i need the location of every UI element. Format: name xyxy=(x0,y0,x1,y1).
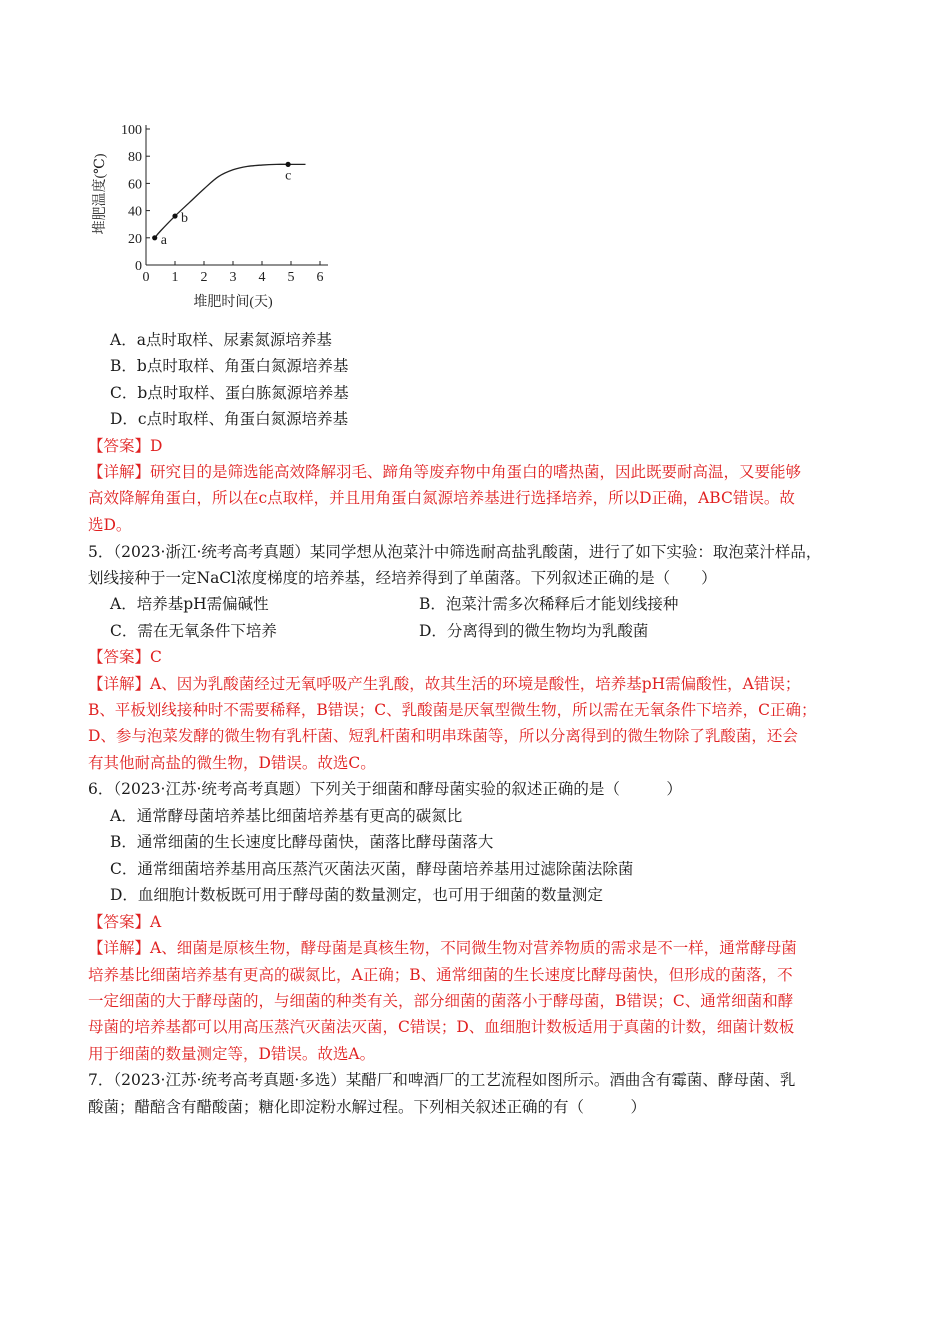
x-axis-label: 堆肥时间(天) xyxy=(193,295,273,310)
q6-option-d: D．血细胞计数板既可用于酵母菌的数量测定，也可用于细菌的数量测定 xyxy=(110,886,603,904)
y-tick-label: 80 xyxy=(128,150,142,166)
point-a xyxy=(152,235,157,240)
x-tick-label: 4 xyxy=(258,270,266,285)
point-label-b: b xyxy=(181,211,188,227)
x-tick-label: 2 xyxy=(200,270,208,285)
q6-detail-line: 用于细菌的数量测定等，D错误。故选A。 xyxy=(88,1045,376,1063)
q6-detail-line: 母菌的培养基都可以用高压蒸汽灭菌法灭菌，C错误；D、血细胞计数板适用于真菌的计数，细菌计数板 xyxy=(88,1018,795,1036)
y-tick-labels xyxy=(121,123,142,274)
x-tick-label: 0 xyxy=(142,270,150,285)
q5-detail-line: D、参与泡菜发酵的微生物有乳杆菌、短乳杆菌和明串珠菌等，所以分离得到的微生物除了乳酸菌，还会 xyxy=(88,727,798,745)
q4-detail-line: 选D。 xyxy=(88,516,132,534)
q5-option-c: C．需在无氧条件下培养 xyxy=(110,622,277,640)
q6-detail-line: 【详解】A、细菌是原核生物，酵母菌是真核生物，不同微生物对营养物质的需求是不一样，通常酵母菌 xyxy=(88,939,797,957)
q5-answer: 【答案】C xyxy=(88,648,162,666)
x-tick-label: 3 xyxy=(229,270,237,285)
q4-option-d: D．c点时取样、角蛋白氮源培养基 xyxy=(110,410,349,428)
q6-detail-line: 培养基比细菌培养基有更高的碳氮比，A正确；B、通常细菌的生长速度比酵母菌快，但形成的菌落，不 xyxy=(88,966,793,984)
q6-option-c: C．通常细菌培养基用高压蒸汽灭菌法灭菌，酵母菌培养基用过滤除菌法除菌 xyxy=(110,860,634,878)
compost-temperature-chart xyxy=(88,110,338,315)
q5-option-d: D．分离得到的微生物均为乳酸菌 xyxy=(419,622,649,640)
q7-stem-line: 7．（2023·江苏·统考高考真题·多选）某醋厂和啤酒厂的工艺流程如图所示。酒曲含有霉菌、酵母菌、乳 xyxy=(88,1071,796,1089)
q5-detail-line: 【详解】A、因为乳酸菌经过无氧呼吸产生乳酸，故其生活的环境是酸性，培养基pH需偏酸性，A错误； xyxy=(88,675,801,693)
x-tick-label: 1 xyxy=(171,270,179,285)
q4-option-b: B．b点时取样、角蛋白氮源培养基 xyxy=(110,357,349,375)
q6-answer: 【答案】A xyxy=(88,913,162,931)
y-axis-label: 堆肥温度(℃) xyxy=(93,153,108,235)
q5-detail-line: B、平板划线接种时不需要稀释，B错误；C、乳酸菌是厌氧型微生物，所以需在无氧条件下培养，C正确； xyxy=(88,701,817,719)
q4-answer: 【答案】D xyxy=(88,437,163,455)
q5-stem-line: 5．（2023·浙江·统考高考真题）某同学想从泡菜汁中筛选耐高盐乳酸菌，进行了如下实验：取泡菜汁样品， xyxy=(88,543,822,561)
y-tick-label: 40 xyxy=(128,204,142,220)
y-tick-label: 0 xyxy=(135,259,142,274)
q4-detail-line: 高效降解角蛋白，所以在c点取样，并且用角蛋白氮源培养基进行选择培养，所以D正确，ABC错误。故 xyxy=(88,489,795,507)
point-c xyxy=(286,162,291,167)
q6-option-b: B．通常细菌的生长速度比酵母菌快，菌落比酵母菌落大 xyxy=(110,833,494,851)
point-label-a: a xyxy=(160,232,167,248)
q4-option-c: C．b点时取样、蛋白胨氮源培养基 xyxy=(110,384,349,402)
temperature-curve xyxy=(155,164,306,237)
x-tick-label: 6 xyxy=(316,270,324,285)
y-tick-label: 100 xyxy=(121,123,142,138)
q6-detail-line: 一定细菌的大于酵母菌的，与细菌的种类有关，部分细菌的菌落小于酵母菌，B错误；C、通常细菌和酵 xyxy=(88,992,794,1010)
chart-axes xyxy=(146,125,328,265)
point-label-c: c xyxy=(285,168,292,184)
q5-option-b: B．泡菜汁需多次稀释后才能划线接种 xyxy=(419,595,679,613)
q4-option-a: A．a点时取样、尿素氮源培养基 xyxy=(110,331,332,349)
q5-option-a: A．培养基pH需偏碱性 xyxy=(110,595,269,613)
q7-stem-line: 酸菌；醋醅含有醋酸菌；糖化即淀粉水解过程。下列相关叙述正确的有（ ） xyxy=(88,1098,647,1116)
x-tick-label: 5 xyxy=(287,270,295,285)
q5-detail-line: 有其他耐高盐的微生物，D错误。故选C。 xyxy=(88,754,376,772)
q4-detail-line: 【详解】研究目的是筛选能高效降解羽毛、蹄角等废弃物中角蛋白的嗜热菌，因此既要耐高温，又要能够 xyxy=(88,463,802,481)
q6-option-a: A．通常酵母菌培养基比细菌培养基有更高的碳氮比 xyxy=(110,807,463,825)
q5-stem-line: 划线接种于一定NaCl浓度梯度的培养基，经培养得到了单菌落。下列叙述正确的是（ ） xyxy=(88,569,717,587)
y-tick-label: 20 xyxy=(128,231,142,247)
point-b xyxy=(172,213,177,218)
y-tick-label: 60 xyxy=(128,177,142,193)
x-tick-labels xyxy=(143,270,324,285)
q6-stem: 6．（2023·江苏·统考高考真题）下列关于细菌和酵母菌实验的叙述正确的是（ ） xyxy=(88,780,682,798)
